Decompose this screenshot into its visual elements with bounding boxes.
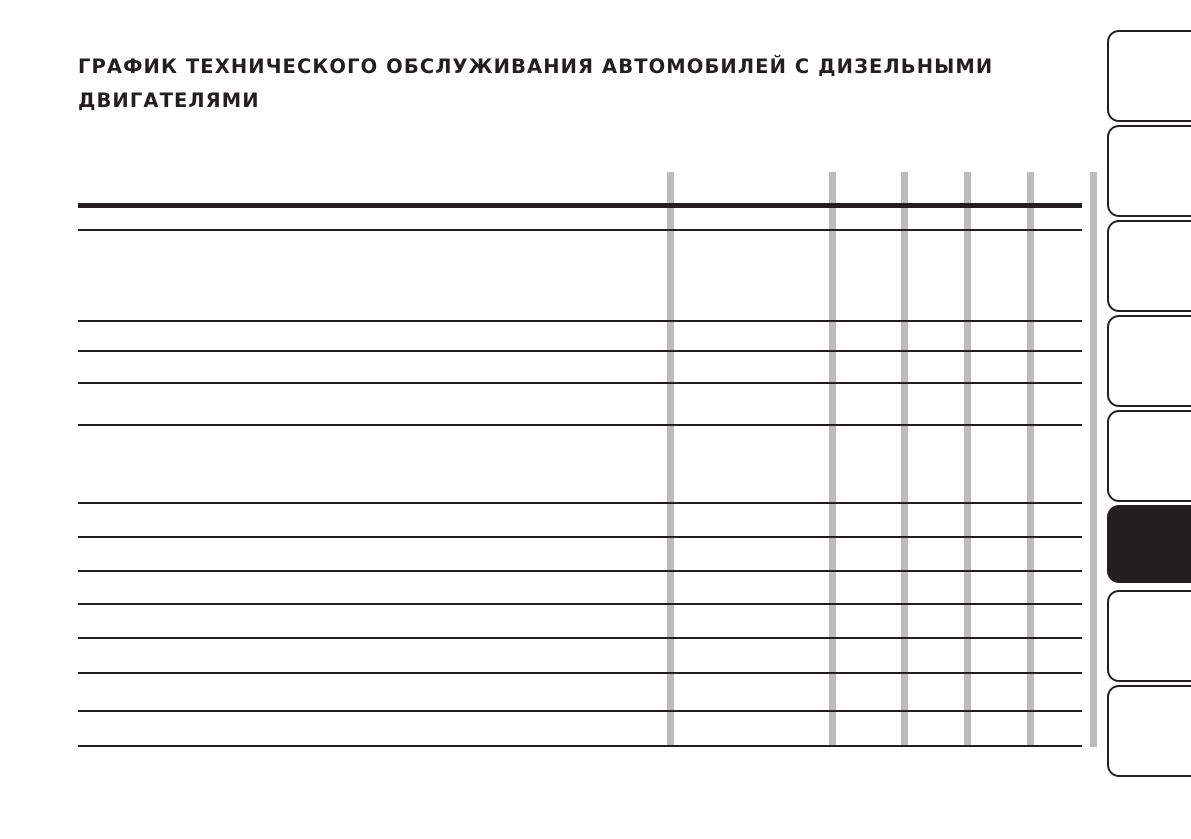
table-row-rule-12 — [78, 710, 1082, 712]
table-row-rule-3 — [78, 350, 1082, 352]
table-header-rule — [78, 203, 1082, 208]
index-tab-3[interactable] — [1107, 220, 1191, 312]
index-tab-4[interactable] — [1107, 315, 1191, 407]
table-row-rule-8 — [78, 570, 1082, 572]
table-row-rule-11 — [78, 672, 1082, 674]
column-rule-1 — [667, 172, 674, 747]
column-rule-5 — [1027, 172, 1034, 747]
index-tab-7[interactable] — [1107, 590, 1191, 682]
column-rule-2 — [829, 172, 836, 747]
page-title: ГРАФИК ТЕХНИЧЕСКОГО ОБСЛУЖИВАНИЯ АВТОМОБИЛЕЙ С ДИЗЕЛЬНЫМИ ДВИГАТЕЛЯМИ — [78, 55, 994, 112]
table-row-rule-6 — [78, 502, 1082, 504]
index-tab-8[interactable] — [1107, 685, 1191, 777]
table-row-rule-5 — [78, 424, 1082, 426]
table-row-rule-7 — [78, 536, 1082, 538]
column-rule-4 — [964, 172, 971, 747]
table-row-rule-4 — [78, 382, 1082, 384]
index-tab-2[interactable] — [1107, 125, 1191, 217]
index-tab-strip — [1091, 0, 1191, 839]
table-row-rule-2 — [78, 320, 1082, 322]
index-tab-1[interactable] — [1107, 30, 1191, 122]
table-row-rule-10 — [78, 637, 1082, 639]
table-row-rule-9 — [78, 603, 1082, 605]
table-row-rule-1 — [78, 229, 1082, 231]
column-rule-3 — [901, 172, 908, 747]
maintenance-schedule-table — [78, 172, 1082, 747]
index-tab-5[interactable] — [1107, 410, 1191, 502]
index-tab-6[interactable] — [1107, 505, 1191, 583]
table-row-rule-13 — [78, 745, 1082, 747]
